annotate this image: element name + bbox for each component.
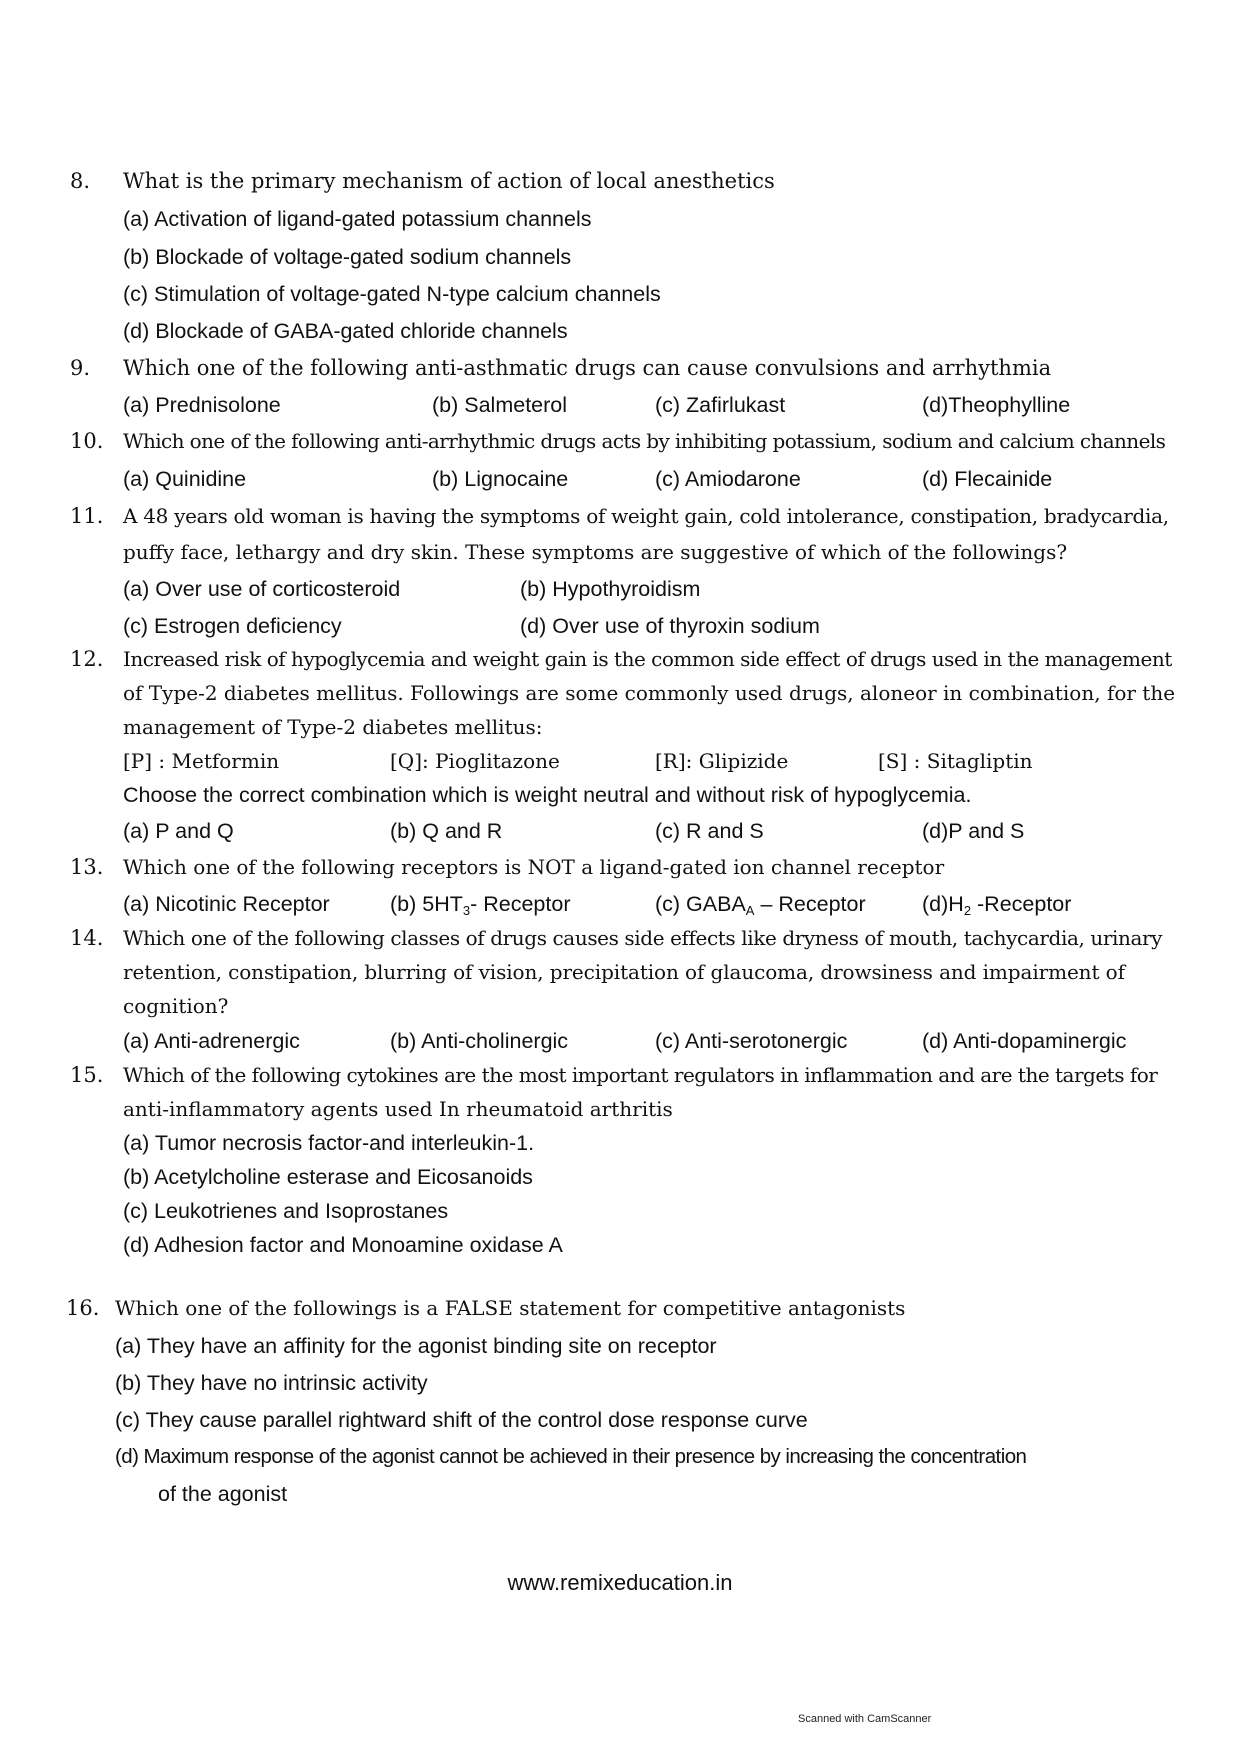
option-c: (c) Leukotrienes and Isoprostanes (123, 1199, 449, 1223)
option-a: (a) Quinidine (123, 467, 247, 491)
option-c-text: (c) GABA (655, 892, 746, 916)
option-d: (d) Blockade of GABA-gated chloride channels (123, 319, 568, 343)
option-b (390, 891, 570, 924)
question-text: Increased risk of hypoglycemia and weight gain is the common side effect of drugs used in the management (123, 647, 1172, 671)
question-text: retention, constipation, blurring of vision, precipitation of glaucoma, drowsiness and impairment of (123, 960, 1125, 984)
option-b: (b) Q and R (390, 819, 503, 843)
question-text: management of Type-2 diabetes mellitus: (123, 715, 543, 739)
option-c: (c) They cause parallel rightward shift of the control dose response curve (115, 1408, 808, 1432)
question-text: What is the primary mechanism of action of local anesthetics (123, 169, 775, 193)
option-b: (b) Blockade of voltage-gated sodium channels (123, 245, 572, 269)
option-c: (c) R and S (655, 819, 764, 843)
drug-r: [R]: Glipizide (655, 749, 789, 773)
instruction: Choose the correct combination which is weight neutral and without risk of hypoglycemia. (123, 783, 972, 807)
question-number: 13. (70, 855, 104, 879)
option-c: (c) Estrogen deficiency (123, 614, 342, 638)
option-d-suffix: -Receptor (971, 892, 1072, 916)
question-number: 15. (70, 1063, 104, 1087)
option-a: (a) Activation of ligand-gated potassium channels (123, 207, 592, 231)
option-a: (a) Anti-adrenergic (123, 1029, 300, 1053)
option-b: (b) They have no intrinsic activity (115, 1371, 428, 1395)
option-d-text: (d)H (922, 892, 964, 916)
question-text: Which of the following cytokines are the most important regulators in inflammation and are the targets for (123, 1063, 1158, 1087)
question-number: 12. (70, 647, 104, 671)
option-d: (d)Theophylline (922, 393, 1071, 417)
question-text: Which one of the followings is a FALSE statement for competitive antagonists (115, 1296, 906, 1320)
option-d-continued: of the agonist (158, 1482, 288, 1506)
option-a: (a) Over use of corticosteroid (123, 577, 401, 601)
option-c: (c) Stimulation of voltage-gated N-type calcium channels (123, 282, 661, 306)
question-text: Which one of the following anti-arrhythmic drugs acts by inhibiting potassium, sodium and calcium channels (123, 429, 1166, 453)
option-d: (d) Maximum response of the agonist cannot be achieved in their presence by increasing the concentration (115, 1445, 1027, 1468)
question-number: 14. (70, 926, 104, 950)
option-a: (a) Prednisolone (123, 393, 281, 417)
scanner-watermark: Scanned with CamScanner (798, 1713, 932, 1725)
drug-s: [S] : Sitagliptin (878, 749, 1033, 773)
option-c (655, 891, 866, 924)
option-b-subscript: 3 (462, 903, 471, 918)
question-number: 10. (70, 429, 104, 453)
question-text: A 48 years old woman is having the symptoms of weight gain, cold intolerance, constipation, bradycardia, (123, 504, 1169, 528)
option-b: (b) Lignocaine (432, 467, 569, 491)
option-c: (c) Zafirlukast (655, 393, 786, 417)
question-number: 8. (70, 169, 91, 193)
question-number: 16. (66, 1296, 100, 1320)
option-a: (a) Nicotinic Receptor (123, 892, 330, 916)
option-c: (c) Amiodarone (655, 467, 801, 491)
question-number: 11. (70, 504, 104, 528)
question-text: Which one of the following anti-asthmatic drugs can cause convulsions and arrhythmia (123, 356, 1052, 380)
question-number: 9. (70, 356, 91, 380)
option-b-text: (b) 5HT (390, 892, 463, 916)
question-text: Which one of the following classes of drugs causes side effects like dryness of mouth, tachycardia, urinary (123, 926, 1163, 950)
drug-q: [Q]: Pioglitazone (390, 749, 560, 773)
option-c: (c) Anti-serotonergic (655, 1029, 848, 1053)
question-text: anti-inflammatory agents used In rheumatoid arthritis (123, 1097, 673, 1121)
option-b: (b) Salmeterol (432, 393, 568, 417)
option-d: (d)P and S (922, 819, 1025, 843)
option-d: (d) Adhesion factor and Monoamine oxidase A (123, 1233, 563, 1257)
option-a: (a) They have an affinity for the agonist binding site on receptor (115, 1334, 717, 1358)
option-d: (d) Flecainide (922, 467, 1053, 491)
option-c-subscript: A (745, 903, 755, 918)
question-text: cognition? (123, 994, 229, 1018)
option-b: (b) Hypothyroidism (520, 577, 701, 601)
option-b: (b) Acetylcholine esterase and Eicosanoids (123, 1165, 533, 1189)
option-a: (a) Tumor necrosis factor-and interleukin-1. (123, 1131, 535, 1155)
question-text: of Type-2 diabetes mellitus. Followings are some commonly used drugs, aloneor in combination, for the (123, 681, 1176, 705)
option-b-suffix: - Receptor (470, 892, 571, 916)
option-d-subscript: 2 (963, 903, 972, 918)
question-text: Which one of the following receptors is NOT a ligand-gated ion channel receptor (123, 855, 945, 879)
option-c-suffix: – Receptor (754, 892, 866, 916)
footer-website: www.remixeducation.in (507, 1570, 733, 1595)
option-d (922, 891, 1071, 924)
option-b: (b) Anti-cholinergic (390, 1029, 569, 1053)
option-d: (d) Over use of thyroxin sodium (520, 614, 820, 638)
option-d: (d) Anti-dopaminergic (922, 1029, 1127, 1053)
option-a: (a) P and Q (123, 819, 234, 843)
question-text: puffy face, lethargy and dry skin. These symptoms are suggestive of which of the followings? (123, 540, 1068, 564)
drug-p: [P] : Metformin (123, 749, 280, 773)
